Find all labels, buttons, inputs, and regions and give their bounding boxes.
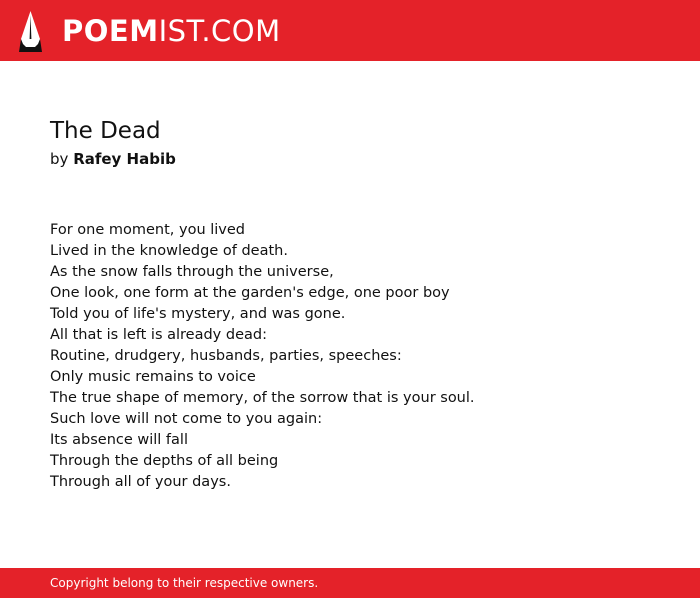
poem-line: Through all of your days. xyxy=(50,474,231,490)
site-header xyxy=(0,0,700,61)
poem-line: The true shape of memory, of the sorrow that is your soul. xyxy=(50,390,475,406)
poem-line: Lived in the knowledge of death. xyxy=(50,243,288,259)
poem-content xyxy=(50,116,650,493)
logo-text-bold: POEM xyxy=(62,14,159,48)
logo-text-light: IST.COM xyxy=(158,14,281,48)
poem-line: For one moment, you lived xyxy=(50,222,246,238)
poem-byline xyxy=(50,149,650,169)
byline-prefix: by xyxy=(50,150,69,168)
poem-line: All that is left is already dead: xyxy=(50,327,267,343)
poem-line: Through the depths of all being xyxy=(50,453,279,469)
copyright-text: Copyright belong to their respective owners. xyxy=(50,576,319,590)
poem-title: The Dead xyxy=(50,118,161,144)
site-logo-link[interactable] xyxy=(18,10,281,52)
poem-line: As the snow falls through the universe, xyxy=(50,264,334,280)
poem-line: Only music remains to voice xyxy=(50,369,256,385)
poem-line: One look, one form at the garden's edge, one poor boy xyxy=(50,285,450,301)
site-logo-text xyxy=(62,10,281,52)
poem-line: Such love will not come to you again: xyxy=(50,411,323,427)
poem-line: Told you of life's mystery, and was gone. xyxy=(50,306,346,322)
poem-body xyxy=(50,220,650,493)
poem-line: Routine, drudgery, husbands, parties, speeches: xyxy=(50,348,402,364)
poem-line: Its absence will fall xyxy=(50,432,188,448)
pencil-icon xyxy=(18,11,43,52)
author-name: Rafey Habib xyxy=(73,150,176,168)
site-footer xyxy=(0,568,700,598)
